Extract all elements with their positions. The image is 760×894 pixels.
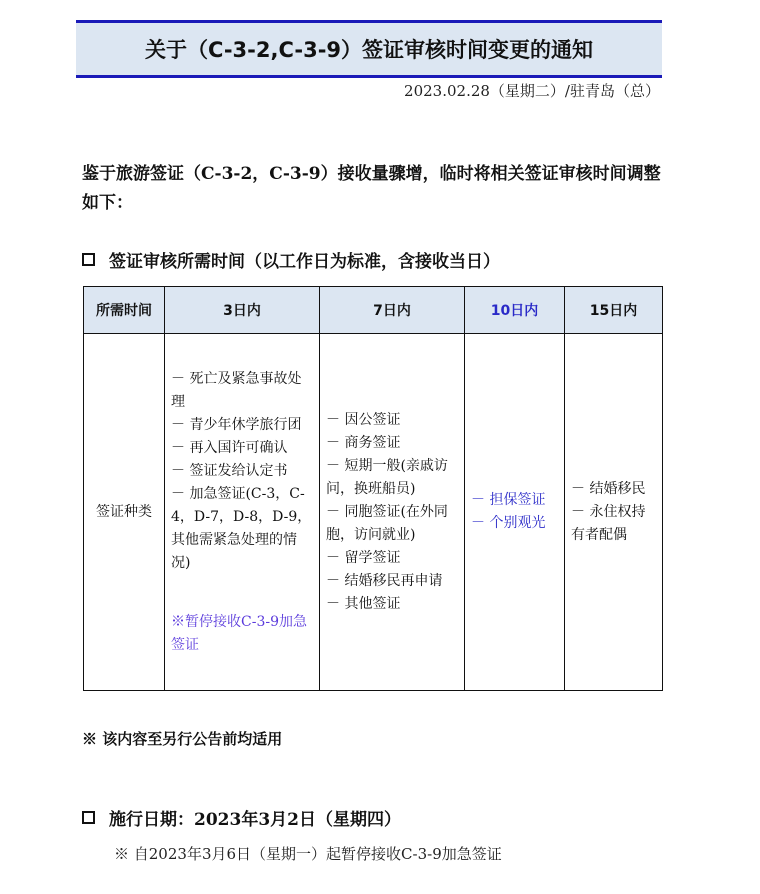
list-item: － 留学签证 [326,549,401,566]
notice-title-banner [76,20,662,78]
table-row [84,334,663,691]
header-15days: 15日内 [565,287,663,334]
cell-7days [320,334,465,691]
checkbox-square-icon [82,811,95,824]
list-item: － 死亡及紧急事故处理 [171,370,302,410]
section-heading: 签证审核所需时间（以工作日为标准，含接收当日） [109,252,500,272]
intro-paragraph: 鉴于旅游签证（C-3-2，C-3-9）接收量骤增，临时将相关签证审核时间调整如下： [82,164,661,213]
header-10days: 10日内 [465,287,565,334]
cell-10days [465,334,565,691]
list-item: － 同胞签证(在外同胞，访问就业) [326,503,448,543]
cell-3days [165,334,320,691]
list-item: － 其他签证 [326,595,401,612]
table-header-row [84,287,663,334]
list-item: － 签证发给认定书 [171,462,288,479]
list-item: － 结婚移民再申请 [326,572,443,589]
section-effective-date [82,805,401,830]
header-7days: 7日内 [320,287,465,334]
list-item: － 永住权持有者配偶 [571,503,646,543]
header-required-time: 所需时间 [84,287,165,334]
date-line: 2023.02.28（星期二）/驻青岛（总） [404,82,660,100]
suspension-note: ※暂停接收C-3-9加急签证 [171,613,307,653]
page-title: 关于（C-3-2,C-3-9）签证审核时间变更的通知 [144,38,594,62]
list-item: － 结婚移民 [571,480,646,497]
row-label-visa-type: 签证种类 [84,334,165,691]
validity-notice: ※ 该内容至另行公告前均适用 [82,730,283,748]
footnote: ※ 自2023年3月6日（星期一）起暂停接收C-3-9加急签证 [114,845,502,863]
list-item: － 再入国许可确认 [171,439,288,456]
list-item: － 加急签证(C-3，C-4，D-7，D-8，D-9，其他需紧急处理的情况) [171,485,312,571]
processing-time-table [83,286,663,691]
list-item: － 因公签证 [326,411,401,428]
list-item: － 担保签证 [471,492,546,508]
list-item: － 短期一般(亲戚访问，换班船员) [326,457,448,497]
checkbox-square-icon [82,253,95,266]
list-item: － 商务签证 [326,434,401,451]
section-processing-time [82,247,500,272]
header-3days: 3日内 [165,287,320,334]
list-item: － 青少年休学旅行团 [171,416,302,433]
list-item: － 个别观光 [471,515,546,531]
cell-15days [565,334,663,691]
section-heading: 施行日期：2023年3月2日（星期四） [109,810,401,830]
